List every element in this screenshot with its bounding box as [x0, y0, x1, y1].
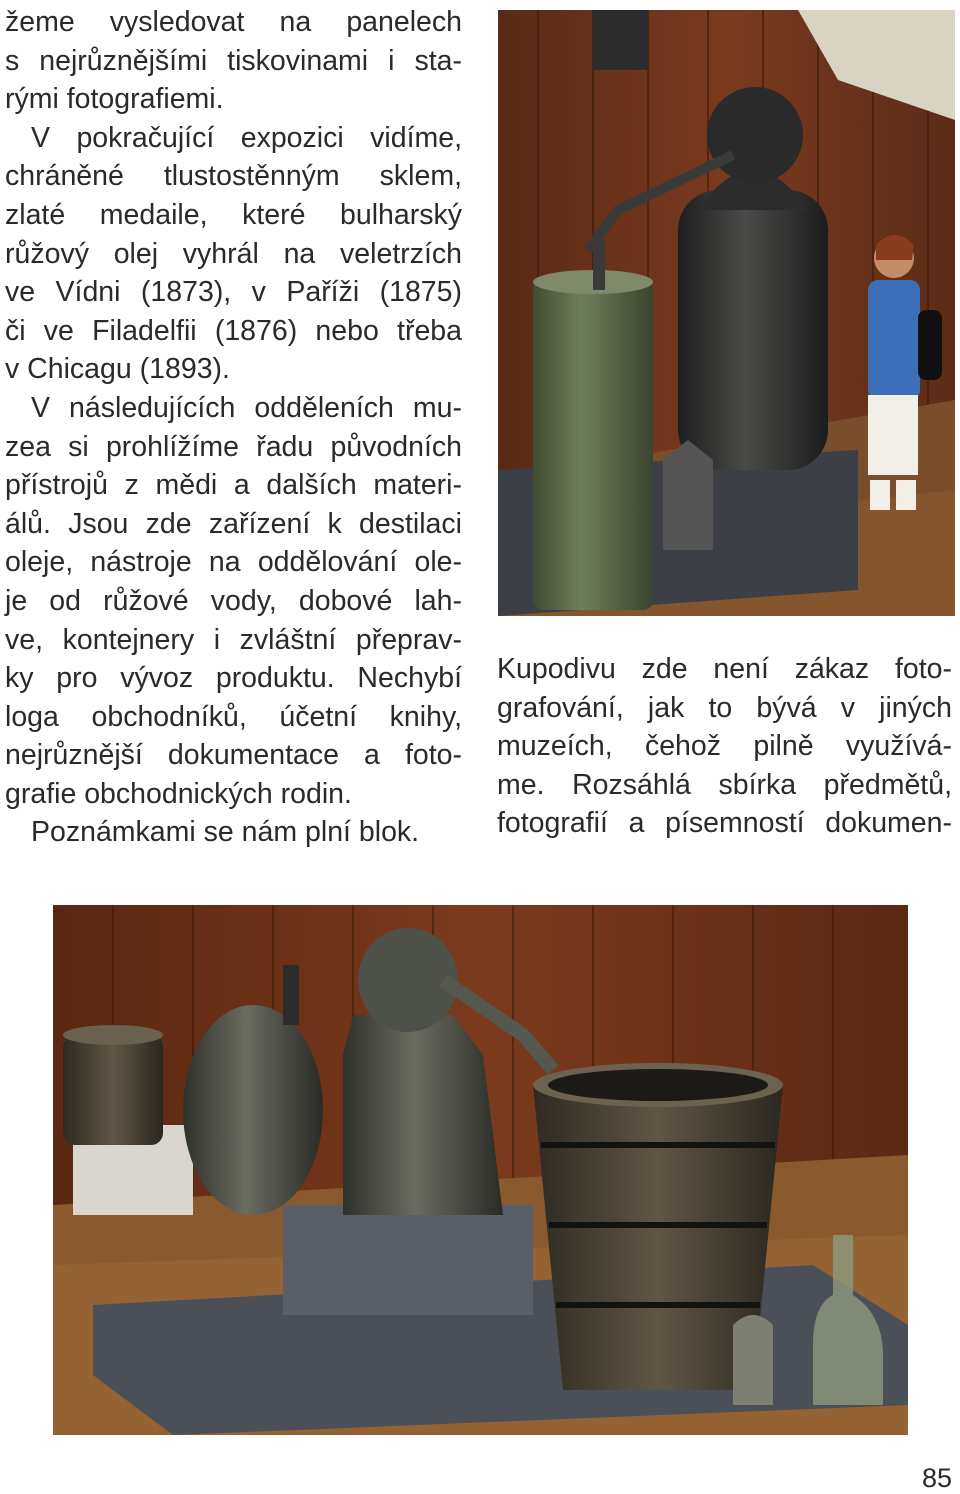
text-line: nejrůznější dokumentace a foto- [5, 739, 462, 772]
text-line: muzeích, čehož pilně využívá- [497, 730, 952, 763]
text-line: ve, kontejnery i zvláštní přeprav- [5, 623, 462, 656]
text-line: grafování, jak to bývá v jiných [497, 691, 952, 724]
text-line: Kupodivu zde není zákaz foto- [497, 653, 952, 685]
text-line: růžový olej vyhrál na veletrzích [5, 237, 462, 270]
text-line: álů. Jsou zde zařízení k destilaci [5, 507, 462, 540]
text-line: Poznámkami se nám plní blok. [31, 816, 420, 849]
text-line: V následujících odděleních mu- [31, 391, 462, 424]
text-line: rými fotografiemi. [5, 83, 224, 116]
text-line: grafie obchodnických rodin. [5, 777, 352, 810]
text-line: zlaté medaile, které bulharský [5, 198, 462, 231]
text-line: oleje, nástroje na oddělování ole- [5, 546, 462, 579]
text-line: zea si prohlížíme řadu původních [5, 430, 462, 463]
text-line: v Chicagu (1893). [5, 353, 230, 386]
text-line: loga obchodníků, účetní knihy, [5, 700, 462, 733]
text-line: fotografií a písemností dokumen- [497, 807, 952, 840]
text-line: je od růžové vody, dobové lah- [5, 584, 462, 617]
page-number: 85 [921, 1463, 952, 1493]
left-text-column [5, 3, 462, 852]
photo-barrels-illustration [53, 905, 908, 1435]
text-line: me. Rozsáhlá sbírka předmětů, [497, 768, 952, 801]
text-line: s nejrůznějšími tiskovinami i sta- [5, 44, 462, 77]
text-line: V pokračující expozici vidíme, [31, 121, 462, 154]
text-line: přístrojů z mědi a dalších materi- [5, 469, 462, 502]
photo-distillery-illustration [498, 10, 955, 616]
photo-distillery-apparatus [498, 10, 955, 616]
text-line: či ve Filadelfii (1876) nebo třeba [5, 314, 462, 347]
text-line: ve Vídni (1873), v Paříži (1875) [5, 276, 462, 309]
right-text-column [497, 650, 952, 843]
photo-copper-still-barrels [53, 905, 908, 1435]
text-line: chráněné tlustostěnným sklem, [5, 160, 462, 193]
text-line: ky pro vývoz produktu. Nechybí [5, 662, 462, 695]
text-line: žeme vysledovat na panelech [5, 6, 462, 38]
